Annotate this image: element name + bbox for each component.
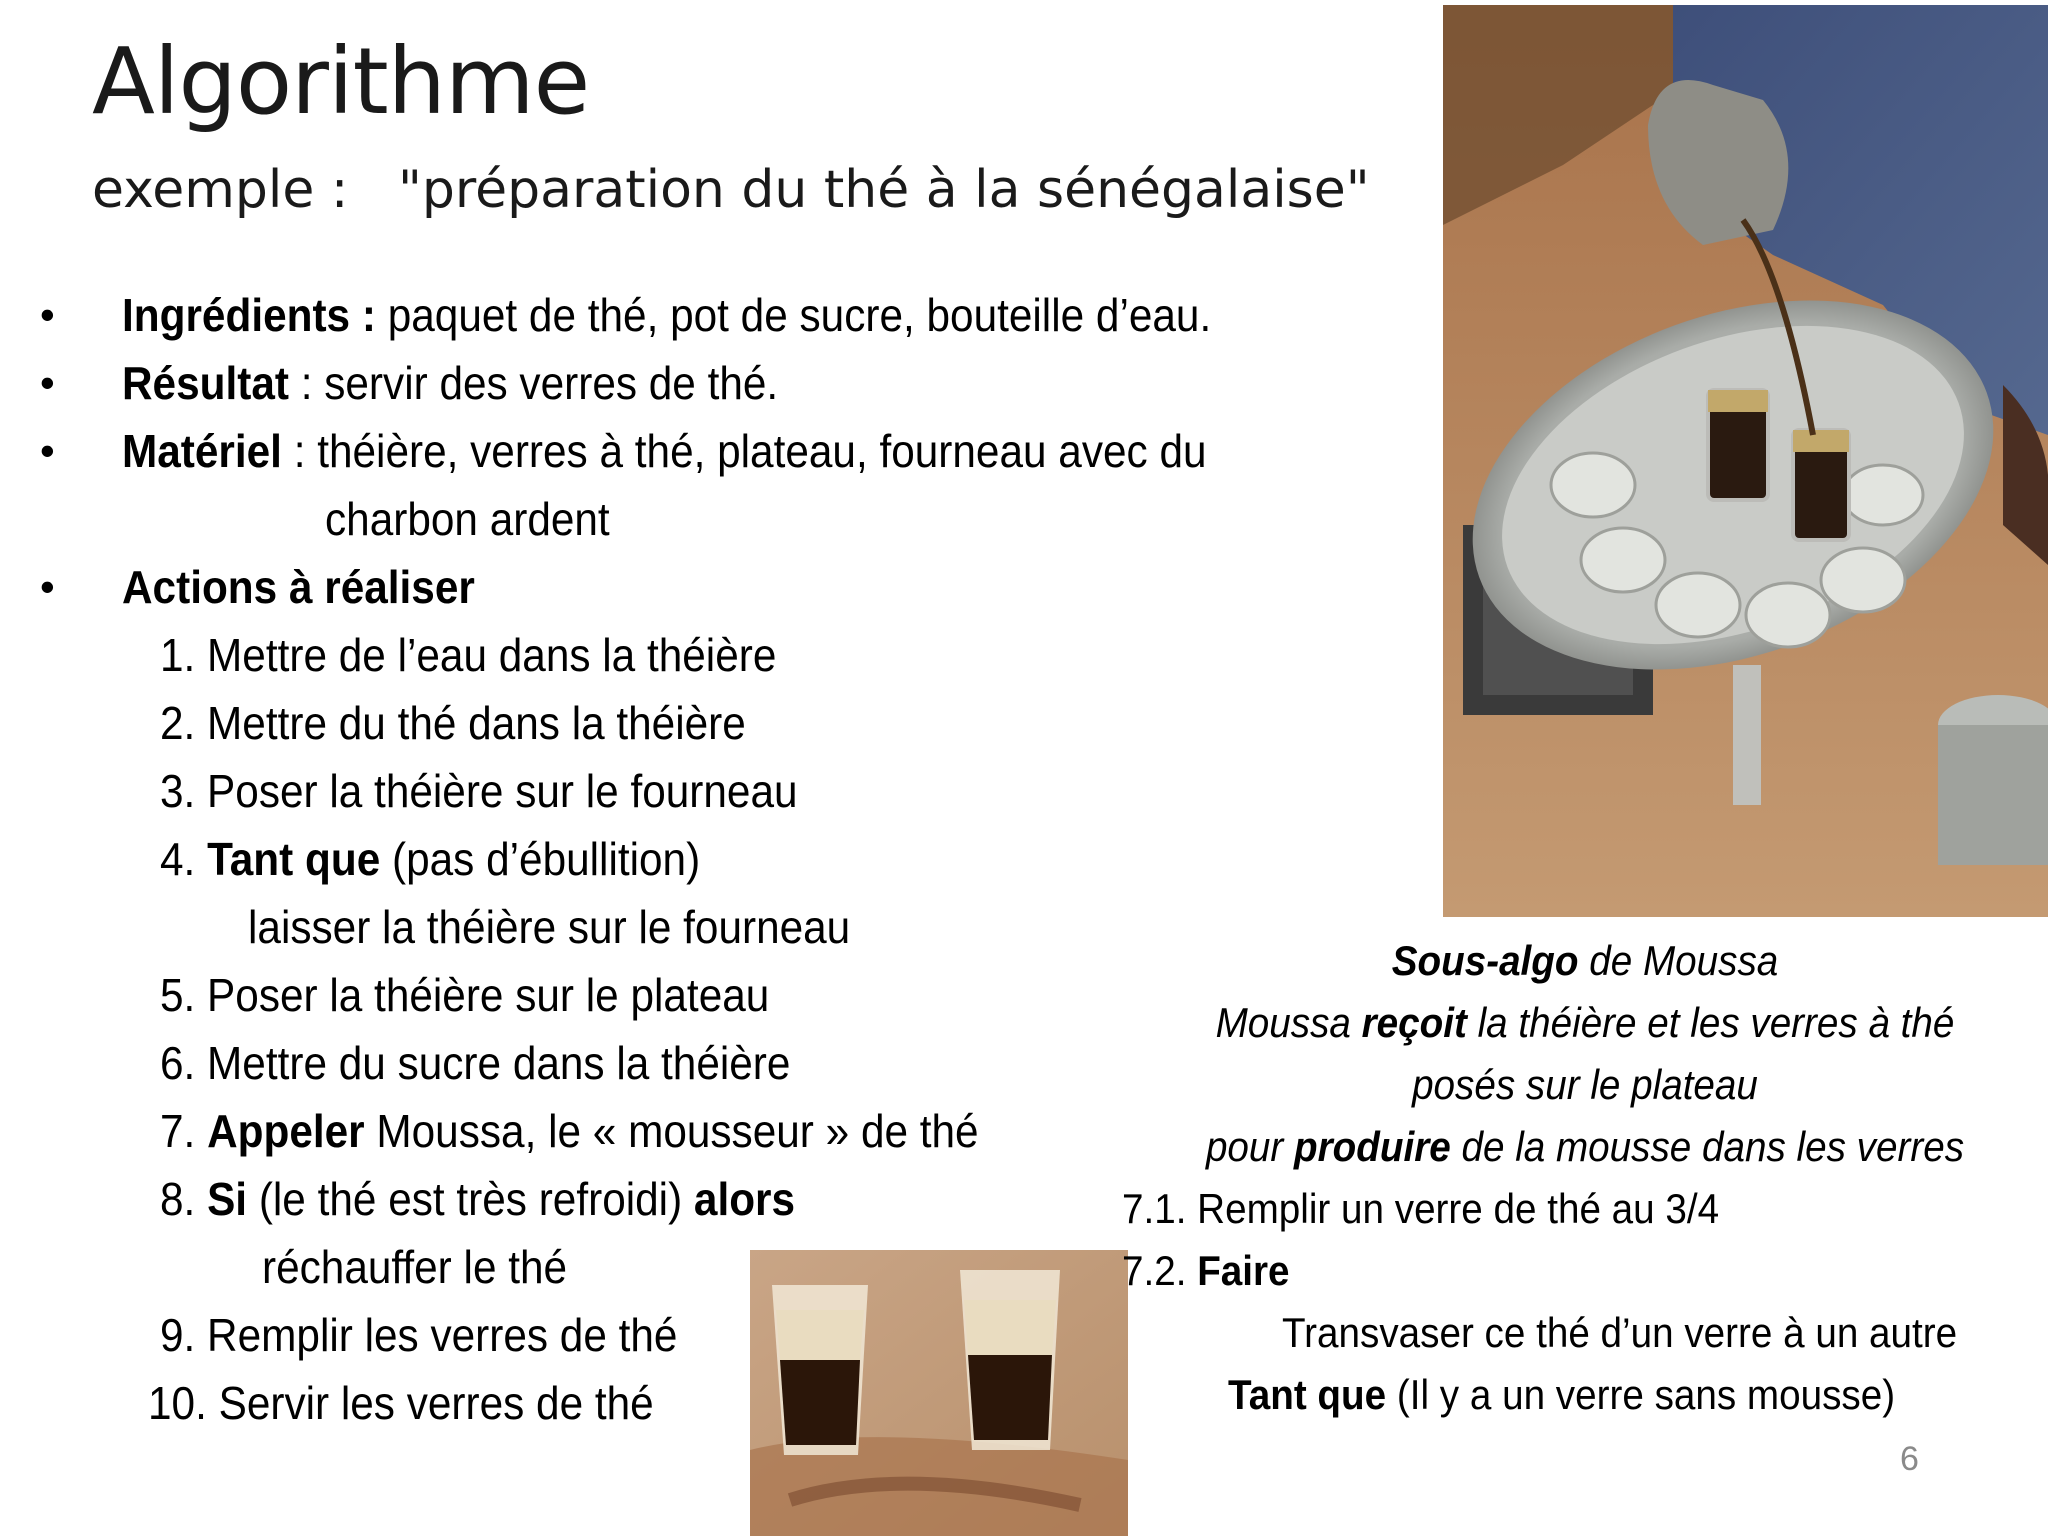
step-5: 5. Poser la théière sur le plateau: [160, 969, 770, 1021]
keyword: Faire: [1197, 1247, 1290, 1294]
step-text: (le thé est très refroidi): [247, 1173, 694, 1225]
keyword: Tant que: [207, 833, 381, 885]
bullet-label: Résultat: [122, 357, 289, 409]
tea-glasses-image: [750, 1250, 1128, 1536]
step-6: 6. Mettre du sucre dans la théière: [160, 1037, 791, 1089]
step-number: 7.2.: [1122, 1247, 1198, 1294]
bullet-label: Matériel: [122, 425, 282, 477]
bullet-actions: [122, 557, 475, 617]
step-number: 4.: [160, 833, 208, 885]
bullet-text: : servir des verres de thé.: [288, 357, 779, 409]
bullet-label: Ingrédients :: [122, 289, 376, 341]
keyword: produire: [1294, 1123, 1451, 1170]
bullet-text: paquet de thé, pot de sucre, bouteille d’eau.: [375, 289, 1212, 341]
bullet-dot: •: [40, 359, 55, 406]
tea-pouring-image: [1443, 5, 2048, 917]
sub-step-7-2-loop: [1228, 1364, 1895, 1426]
sub-step-7-2: [1122, 1240, 1290, 1302]
tea-glasses-photo: [750, 1250, 1128, 1536]
step-3: 3. Poser la théière sur le fourneau: [160, 765, 798, 817]
bullet-label: Actions à réaliser: [122, 561, 475, 613]
sous-algo-title: [1166, 930, 2003, 992]
slide-subtitle: exemple : "préparation du thé à la sénégalaise": [92, 160, 1370, 220]
step-number: 8.: [160, 1173, 208, 1225]
sous-algo-text: de Moussa: [1578, 937, 1779, 984]
sub-step-7-1: 7.1. Remplir un verre de thé au 3/4: [1122, 1185, 1720, 1232]
tea-pouring-photo: [1443, 5, 2048, 917]
keyword: Tant que: [1228, 1371, 1387, 1418]
step-1: 1. Mettre de l’eau dans la théière: [160, 629, 777, 681]
keyword: Si: [207, 1173, 248, 1225]
keyword: Sous-algo: [1391, 937, 1579, 984]
bullet-dot: •: [40, 563, 55, 610]
sous-algo-text: la théière et les verres à thé: [1466, 999, 1955, 1046]
sous-algo-block: [1122, 930, 2040, 1418]
bullet-materiel: [122, 421, 1207, 481]
step-8-body: réchauffer le thé: [262, 1241, 568, 1293]
page-number: 6: [1900, 1440, 1919, 1478]
sous-algo-text: Moussa: [1215, 999, 1362, 1046]
bullet-resultat: [122, 353, 778, 413]
step-2: 2. Mettre du thé dans la théière: [160, 697, 746, 749]
step-number: 7.: [160, 1105, 208, 1157]
bullet-ingredients: [122, 285, 1211, 345]
keyword: alors: [693, 1173, 796, 1225]
step-10: 10. Servir les verres de thé: [148, 1377, 654, 1429]
bullet-dot: •: [40, 291, 55, 338]
sous-algo-text: de la mousse dans les verres: [1450, 1123, 1965, 1170]
keyword: reçoit: [1361, 999, 1467, 1046]
sous-algo-line-4: [1166, 1116, 2003, 1178]
bullet-text: : théière, verres à thé, plateau, fourneau avec du: [281, 425, 1207, 477]
step-text: Moussa, le « mousseur » de thé: [364, 1105, 979, 1157]
bullet-materiel-cont: charbon ardent: [325, 493, 610, 545]
step-text: (pas d’ébullition): [380, 833, 701, 885]
step-9: 9. Remplir les verres de thé: [160, 1309, 678, 1361]
sub-step-7-2-body: Transvaser ce thé d’un verre à un autre: [1282, 1309, 1958, 1356]
bullet-dot: •: [40, 427, 55, 474]
step-4: [160, 829, 700, 889]
step-4-body: laisser la théière sur le fourneau: [248, 901, 851, 953]
sous-algo-text: (Il y a un verre sans mousse): [1386, 1371, 1896, 1418]
slide-title: Algorithme: [92, 28, 590, 135]
sous-algo-line-3: posés sur le plateau: [1412, 1061, 1758, 1108]
sous-algo-text: pour: [1205, 1123, 1295, 1170]
step-8: [160, 1169, 795, 1229]
keyword: Appeler: [207, 1105, 365, 1157]
sous-algo-line-2: [1166, 992, 2003, 1054]
step-7: [160, 1101, 979, 1161]
